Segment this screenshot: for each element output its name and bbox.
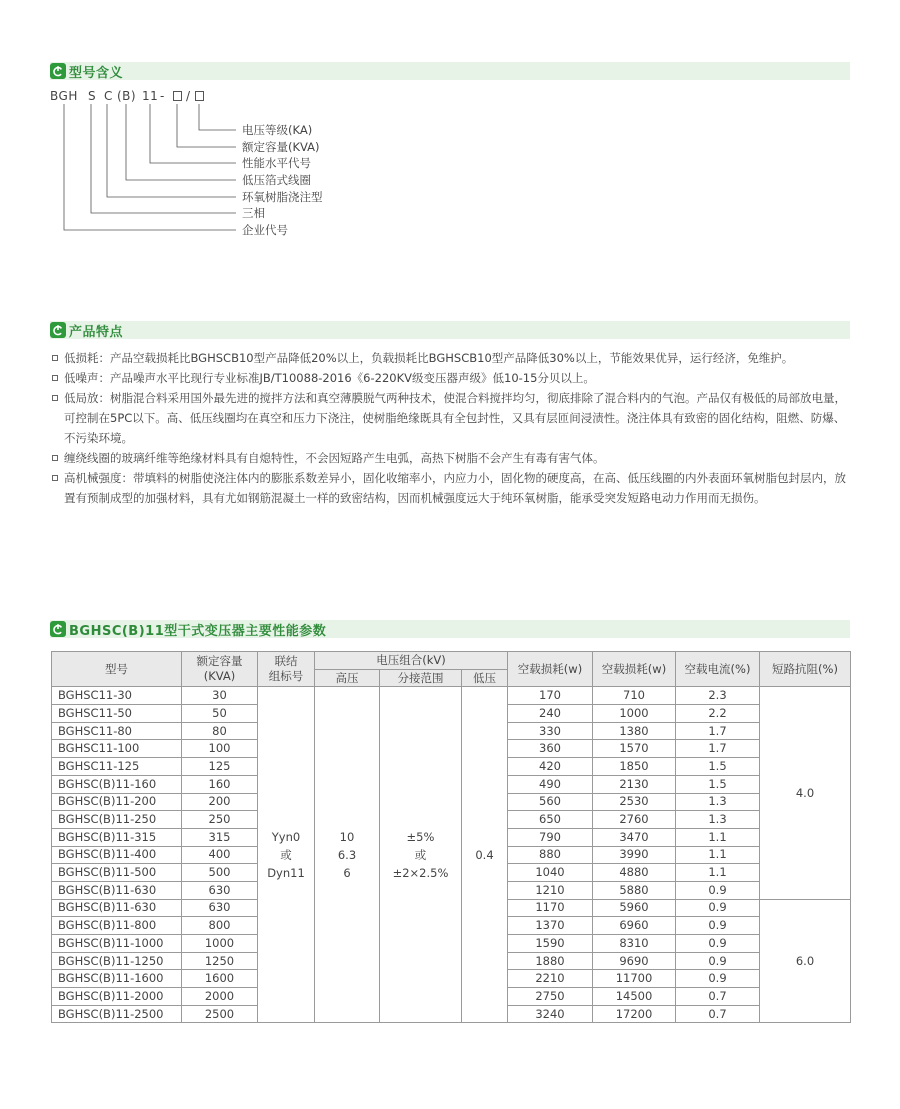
cell-no-load-loss: 1590 [508,935,593,953]
cell-no-load-current: 1.1 [676,864,760,882]
cell-no-load-loss: 170 [508,687,593,705]
cell-model: BGHSC(B)11-1000 [52,935,182,953]
cell-capacity: 1250 [182,952,258,970]
cell-load-loss: 1850 [593,758,676,776]
cell-load-loss: 1380 [593,722,676,740]
section-bar-params [50,620,850,638]
cell-model: BGHSC(B)11-1250 [52,952,182,970]
cell-lv: 0.4 [462,687,508,1023]
cell-no-load-current: 0.9 [676,935,760,953]
cell-no-load-loss: 360 [508,740,593,758]
cell-model: BGHSC11-50 [52,705,182,723]
performance-table [51,651,851,1023]
code-part-dash: - [160,89,165,103]
cell-no-load-current: 1.3 [676,811,760,829]
cell-no-load-loss: 2210 [508,970,593,988]
cell-model: BGHSC(B)11-500 [52,864,182,882]
cell-no-load-current: 0.9 [676,970,760,988]
cell-no-load-current: 1.7 [676,740,760,758]
cell-tap: ±5% 或 ±2×2.5% [380,687,462,1023]
cell-no-load-current: 0.9 [676,952,760,970]
feature-item: 低噪声：产品噪声水平比现行专业标准JB/T10088-2016《6-220KV级变压器声级》低10-15分贝以上。 [52,368,852,388]
cell-capacity: 500 [182,864,258,882]
table-row [52,687,851,705]
cell-model: BGHSC11-100 [52,740,182,758]
header-capacity: 额定容量 (KVA) [182,652,258,687]
header-group: 联结 组标号 [258,652,315,687]
cell-model: BGHSC(B)11-2500 [52,1005,182,1023]
cell-load-loss: 2760 [593,811,676,829]
cell-model: BGHSC11-80 [52,722,182,740]
cell-no-load-current: 2.3 [676,687,760,705]
header-no-load-loss: 空载损耗(w) [508,652,593,687]
cell-capacity: 1600 [182,970,258,988]
cell-load-loss: 14500 [593,988,676,1006]
cell-load-loss: 2530 [593,793,676,811]
feature-item: 高机械强度：带填料的树脂使浇注体内的膨胀系数差异小，固化收缩率小，内应力小，固化物的硬度高，在高、低压线圈的内外表面环氧树脂包封层内，放置有预制成型的加强材料，具有尤如钢筋混凝土一样的致密结构，因而机械强度远大于纯环氧树脂，能承受突发短路电动力作用而无损伤。 [52,468,852,508]
header-hv: 高压 [315,669,380,687]
cell-no-load-current: 0.9 [676,899,760,917]
cell-no-load-loss: 880 [508,846,593,864]
legend-three-phase: 三相 [242,206,265,220]
cell-capacity: 250 [182,811,258,829]
cell-load-loss: 5880 [593,881,676,899]
cell-capacity: 630 [182,881,258,899]
cell-group: Yyn0 或 Dyn11 [258,687,315,1023]
square-bullet-icon [52,475,58,481]
header-impedance: 短路抗阻(%) [760,652,851,687]
legend-rated-capacity: 额定容量(KVA) [242,140,320,154]
power-icon [50,322,66,338]
header-voltage: 电压组合(kV) [315,652,508,670]
feature-item: 低损耗：产品空载损耗比BGHSCB10型产品降低20%以上，负载损耗比BGHSCB10型产品降低30%以上，节能效果优异，运行经济，免维护。 [52,348,852,368]
cell-capacity: 160 [182,775,258,793]
feature-item: 低局放：树脂混合料采用国外最先进的搅拌方法和真空薄膜脱气两种技术，使混合料搅拌均匀，彻底排除了混合料内的气泡。产品仅有极低的局部放电量，可控制在5PC以下。高、低压线圈均在真空和压力下浇注，使树脂绝缘既具有全包封性，又具有层匝间浸渍性。浇注体具有致密的固化结构，阻燃、防爆、不污染环境。 [52,388,852,448]
cell-model: BGHSC(B)11-400 [52,846,182,864]
cell-impedance: 4.0 [760,687,851,899]
cell-load-loss: 8310 [593,935,676,953]
cell-model: BGHSC(B)11-250 [52,811,182,829]
cell-no-load-current: 1.1 [676,828,760,846]
feature-item: 缠绕线圈的玻璃纤维等绝缘材料具有自熄特性，不会因短路产生电弧，高热下树脂不会产生有毒有害气体。 [52,448,852,468]
cell-model: BGHSC(B)11-630 [52,899,182,917]
code-part-b: (B) [117,89,137,103]
square-bullet-icon [52,395,58,401]
header-tap: 分接范围 [380,669,462,687]
code-part-s: S [88,89,97,103]
legend-voltage-level: 电压等级(KA) [242,123,313,137]
cell-no-load-current: 1.1 [676,846,760,864]
cell-capacity: 80 [182,722,258,740]
cell-no-load-current: 1.5 [676,758,760,776]
legend-foil-coil: 低压箔式线圈 [242,173,311,187]
header-load-loss: 空载损耗(w) [593,652,676,687]
cell-no-load-loss: 1210 [508,881,593,899]
cell-model: BGHSC(B)11-800 [52,917,182,935]
cell-no-load-loss: 650 [508,811,593,829]
cell-model: BGHSC11-30 [52,687,182,705]
header-model: 型号 [52,652,182,687]
cell-capacity: 100 [182,740,258,758]
section-title: 产品特点 [69,324,124,340]
cell-no-load-current: 1.3 [676,793,760,811]
cell-load-loss: 4880 [593,864,676,882]
cell-capacity: 630 [182,899,258,917]
feature-list [52,348,852,508]
cell-load-loss: 1570 [593,740,676,758]
cell-no-load-loss: 2750 [508,988,593,1006]
model-code-leader-lines [0,0,900,300]
code-part-c: C [104,89,113,103]
cell-load-loss: 1000 [593,705,676,723]
cell-no-load-loss: 1880 [508,952,593,970]
square-bullet-icon [52,375,58,381]
cell-load-loss: 17200 [593,1005,676,1023]
cell-hv: 10 6.3 6 [315,687,380,1023]
cell-no-load-loss: 490 [508,775,593,793]
section-title: 型号含义 [69,65,124,81]
cell-model: BGHSC(B)11-160 [52,775,182,793]
code-part-slash: / [186,89,191,103]
cell-no-load-current: 1.5 [676,775,760,793]
cell-capacity: 200 [182,793,258,811]
cell-no-load-loss: 1170 [508,899,593,917]
cell-capacity: 2500 [182,1005,258,1023]
cell-no-load-loss: 1370 [508,917,593,935]
cell-model: BGHSC(B)11-2000 [52,988,182,1006]
cell-load-loss: 9690 [593,952,676,970]
cell-no-load-loss: 420 [508,758,593,776]
legend-epoxy-cast: 环氧树脂浇注型 [242,190,323,204]
cell-no-load-current: 2.2 [676,705,760,723]
cell-no-load-current: 1.7 [676,722,760,740]
cell-impedance: 6.0 [760,899,851,1023]
cell-load-loss: 6960 [593,917,676,935]
section-bar-features [50,321,850,339]
cell-capacity: 315 [182,828,258,846]
cell-capacity: 2000 [182,988,258,1006]
cell-capacity: 50 [182,705,258,723]
power-icon [50,621,66,637]
square-bullet-icon [52,355,58,361]
cell-load-loss: 5960 [593,899,676,917]
cell-no-load-loss: 3240 [508,1005,593,1023]
cell-load-loss: 11700 [593,970,676,988]
header-no-load-current: 空载电流(%) [676,652,760,687]
cell-no-load-loss: 1040 [508,864,593,882]
cell-load-loss: 710 [593,687,676,705]
cell-model: BGHSC(B)11-630 [52,881,182,899]
section-title: BGHSC(B)11型干式变压器主要性能参数 [69,623,327,639]
cell-capacity: 1000 [182,935,258,953]
cell-load-loss: 3990 [593,846,676,864]
cell-model: BGHSC(B)11-1600 [52,970,182,988]
cell-no-load-current: 0.7 [676,988,760,1006]
legend-performance-code: 性能水平代号 [242,156,311,170]
cell-load-loss: 2130 [593,775,676,793]
square-bullet-icon [52,455,58,461]
cell-model: BGHSC11-125 [52,758,182,776]
table-body [52,687,851,1023]
code-part-11: 11 [142,89,159,103]
cell-capacity: 30 [182,687,258,705]
cell-capacity: 800 [182,917,258,935]
cell-capacity: 400 [182,846,258,864]
cell-capacity: 125 [182,758,258,776]
cell-no-load-current: 0.9 [676,917,760,935]
cell-load-loss: 3470 [593,828,676,846]
cell-no-load-current: 0.7 [676,1005,760,1023]
cell-model: BGHSC(B)11-315 [52,828,182,846]
cell-model: BGHSC(B)11-200 [52,793,182,811]
cell-no-load-loss: 240 [508,705,593,723]
cell-no-load-loss: 790 [508,828,593,846]
cell-no-load-loss: 330 [508,722,593,740]
cell-no-load-current: 0.9 [676,881,760,899]
legend-company-code: 企业代号 [242,223,288,237]
header-lv: 低压 [462,669,508,687]
code-part-bgh: BGH [50,89,78,103]
cell-no-load-loss: 560 [508,793,593,811]
